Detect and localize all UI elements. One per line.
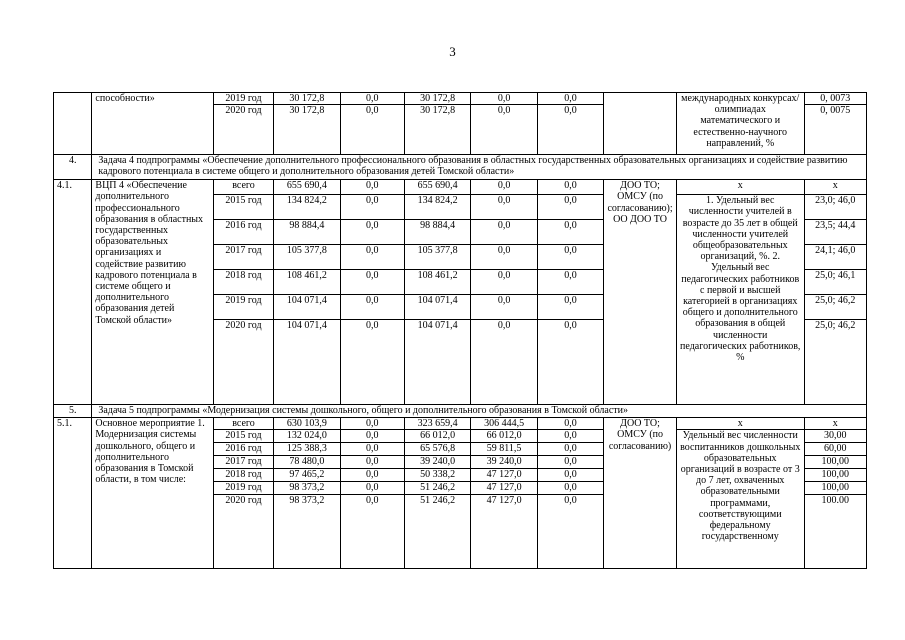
- indicator-value: 0, 0075: [804, 105, 866, 155]
- value-cell: 30 172,8: [404, 105, 470, 155]
- year-cell: 2020 год: [213, 320, 273, 405]
- value-cell: 47 127,0: [471, 495, 537, 569]
- task-title: Задача 5 подпрограммы «Модернизация системы дошкольного, общего и дополнительного образования в Томской области»: [92, 405, 867, 418]
- value-cell: 0,0: [537, 443, 603, 456]
- value-cell: 134 824,2: [404, 195, 470, 220]
- value-cell: 0,0: [471, 220, 537, 245]
- indicator-value: х: [804, 180, 866, 195]
- year-cell: 2015 год: [213, 195, 273, 220]
- value-cell: 0,0: [471, 180, 537, 195]
- indicator-name: 1. Удельный вес численности учителей в возрасте до 35 лет в общей численности учителей общеобразовательных организаций, %. 2. Удельный вес педагогических работников с первой и высшей категорией в организациях общего и дополнительного образования в общей численности педагогических работников, %: [676, 195, 804, 405]
- value-cell: 51 246,2: [404, 495, 470, 569]
- value-cell: 0,0: [537, 456, 603, 469]
- row-number: [54, 93, 92, 155]
- activity-name: способности»: [92, 93, 213, 155]
- value-cell: 104 071,4: [404, 295, 470, 320]
- activity-name: Основное мероприятие 1. Модернизация системы дошкольного, общего и дополнительного образования в Томской области, в том числе:: [92, 418, 213, 569]
- value-cell: 98 373,2: [274, 495, 340, 569]
- value-cell: 306 444,5: [471, 418, 537, 430]
- value-cell: 97 465,2: [274, 469, 340, 482]
- indicator-name: х: [676, 180, 804, 195]
- indicator-value: 25,0; 46,2: [804, 320, 866, 405]
- value-cell: 104 071,4: [274, 295, 340, 320]
- table-row: [54, 180, 867, 195]
- row-number: 4.1.: [54, 180, 92, 405]
- year-cell: 2016 год: [213, 220, 273, 245]
- indicator-value: 0, 0073: [804, 93, 866, 105]
- value-cell: 30 172,8: [404, 93, 470, 105]
- value-cell: 50 338,2: [404, 469, 470, 482]
- row-number: 5.1.: [54, 418, 92, 569]
- value-cell: 0,0: [471, 105, 537, 155]
- value-cell: 0,0: [537, 245, 603, 270]
- value-cell: 39 240,0: [404, 456, 470, 469]
- value-cell: 0,0: [340, 430, 404, 443]
- value-cell: 134 824,2: [274, 195, 340, 220]
- value-cell: 0,0: [537, 482, 603, 495]
- indicator-value: 60,00: [804, 443, 866, 456]
- value-cell: 104 071,4: [404, 320, 470, 405]
- year-cell: 2019 год: [213, 482, 273, 495]
- value-cell: 0,0: [340, 456, 404, 469]
- indicator-value: 100,00: [804, 482, 866, 495]
- indicator-value: 24,1; 46,0: [804, 245, 866, 270]
- indicator-value: 100.00: [804, 495, 866, 569]
- value-cell: 108 461,2: [274, 270, 340, 295]
- task-row: [54, 405, 867, 418]
- value-cell: 0,0: [340, 469, 404, 482]
- program-table: [53, 92, 867, 569]
- year-cell: 2015 год: [213, 430, 273, 443]
- value-cell: 0,0: [340, 443, 404, 456]
- executor-cell: ДОО ТО; ОМСУ (по согласованию); ОО ДОО ТО: [604, 180, 677, 405]
- value-cell: 0,0: [537, 195, 603, 220]
- value-cell: 0,0: [340, 220, 404, 245]
- year-cell: 2018 год: [213, 469, 273, 482]
- value-cell: 0,0: [537, 295, 603, 320]
- year-cell: 2017 год: [213, 456, 273, 469]
- indicator-value: 30,00: [804, 430, 866, 443]
- value-cell: 0,0: [537, 105, 603, 155]
- value-cell: 0,0: [471, 245, 537, 270]
- value-cell: 0,0: [471, 295, 537, 320]
- executor-cell: ДОО ТО; ОМСУ (по согласованию): [604, 418, 677, 569]
- value-cell: 47 127,0: [471, 482, 537, 495]
- value-cell: 0,0: [471, 270, 537, 295]
- value-cell: 0,0: [537, 320, 603, 405]
- indicator-value: 25,0; 46,1: [804, 270, 866, 295]
- value-cell: 30 172,8: [274, 105, 340, 155]
- value-cell: 0,0: [340, 245, 404, 270]
- value-cell: 323 659,4: [404, 418, 470, 430]
- value-cell: 98 884,4: [404, 220, 470, 245]
- page-number: 3: [449, 44, 456, 59]
- value-cell: 108 461,2: [404, 270, 470, 295]
- value-cell: 65 576,8: [404, 443, 470, 456]
- task-title: Задача 4 подпрограммы «Обеспечение дополнительного профессионального образования в областных государственных образовательных организациях и содействие развитию кадрового потенциала в системе общего и дополнительного образования детей Томской области»: [92, 155, 867, 180]
- value-cell: 51 246,2: [404, 482, 470, 495]
- year-cell: 2020 год: [213, 105, 273, 155]
- value-cell: 0,0: [537, 180, 603, 195]
- indicator-value: 25,0; 46,2: [804, 295, 866, 320]
- year-cell: 2020 год: [213, 495, 273, 569]
- executor-cell: [604, 93, 677, 155]
- value-cell: 0,0: [537, 220, 603, 245]
- value-cell: 98 884,4: [274, 220, 340, 245]
- value-cell: 132 024,0: [274, 430, 340, 443]
- value-cell: 0,0: [471, 195, 537, 220]
- indicator-value: 100,00: [804, 469, 866, 482]
- value-cell: 105 377,8: [404, 245, 470, 270]
- indicator-value: 23,0; 46,0: [804, 195, 866, 220]
- activity-name: ВЦП 4 «Обеспечение дополнительного профессионального образования в областных государственных образовательных организациях и содействие развитию кадрового потенциала в системе общего и дополнительного образования детей Томской области»: [92, 180, 213, 405]
- value-cell: 0,0: [537, 270, 603, 295]
- value-cell: 0,0: [340, 495, 404, 569]
- value-cell: 0,0: [340, 105, 404, 155]
- task-number: 5.: [54, 405, 92, 418]
- value-cell: 39 240,0: [471, 456, 537, 469]
- value-cell: 0,0: [340, 320, 404, 405]
- table-row: [54, 418, 867, 430]
- value-cell: 66 012,0: [404, 430, 470, 443]
- value-cell: 105 377,8: [274, 245, 340, 270]
- indicator-name: международных конкурсах/олимпиадах математического и естественно-научного направлений, %: [676, 93, 804, 155]
- value-cell: 0,0: [537, 469, 603, 482]
- year-cell: 2018 год: [213, 270, 273, 295]
- year-cell: 2019 год: [213, 93, 273, 105]
- value-cell: 0,0: [340, 295, 404, 320]
- value-cell: 0,0: [340, 270, 404, 295]
- value-cell: 655 690,4: [274, 180, 340, 195]
- year-cell: 2016 год: [213, 443, 273, 456]
- indicator-value: 100,00: [804, 456, 866, 469]
- year-cell: 2017 год: [213, 245, 273, 270]
- value-cell: 630 103,9: [274, 418, 340, 430]
- indicator-name: х: [676, 418, 804, 430]
- task-row: [54, 155, 867, 180]
- value-cell: 0,0: [537, 93, 603, 105]
- value-cell: 0,0: [340, 195, 404, 220]
- value-cell: 0,0: [537, 430, 603, 443]
- value-cell: 59 811,5: [471, 443, 537, 456]
- value-cell: 0,0: [340, 482, 404, 495]
- value-cell: 104 071,4: [274, 320, 340, 405]
- value-cell: 0,0: [537, 495, 603, 569]
- indicator-value: 23,5; 44,4: [804, 220, 866, 245]
- year-cell: всего: [213, 180, 273, 195]
- indicator-value: х: [804, 418, 866, 430]
- table-row: [54, 93, 867, 105]
- value-cell: 66 012,0: [471, 430, 537, 443]
- value-cell: 0,0: [471, 320, 537, 405]
- value-cell: 0,0: [340, 180, 404, 195]
- value-cell: 47 127,0: [471, 469, 537, 482]
- value-cell: 98 373,2: [274, 482, 340, 495]
- year-cell: 2019 год: [213, 295, 273, 320]
- year-cell: всего: [213, 418, 273, 430]
- value-cell: 0,0: [340, 418, 404, 430]
- value-cell: 655 690,4: [404, 180, 470, 195]
- value-cell: 125 388,3: [274, 443, 340, 456]
- value-cell: 0,0: [340, 93, 404, 105]
- value-cell: 0,0: [471, 93, 537, 105]
- task-number: 4.: [54, 155, 92, 180]
- indicator-name: Удельный вес численности воспитанников дошкольных образовательных организаций в возрасте от 3 до 7 лет, охваченных образовательными программами, соответствующими федеральному государственному: [676, 430, 804, 569]
- value-cell: 78 480,0: [274, 456, 340, 469]
- value-cell: 0,0: [537, 418, 603, 430]
- value-cell: 30 172,8: [274, 93, 340, 105]
